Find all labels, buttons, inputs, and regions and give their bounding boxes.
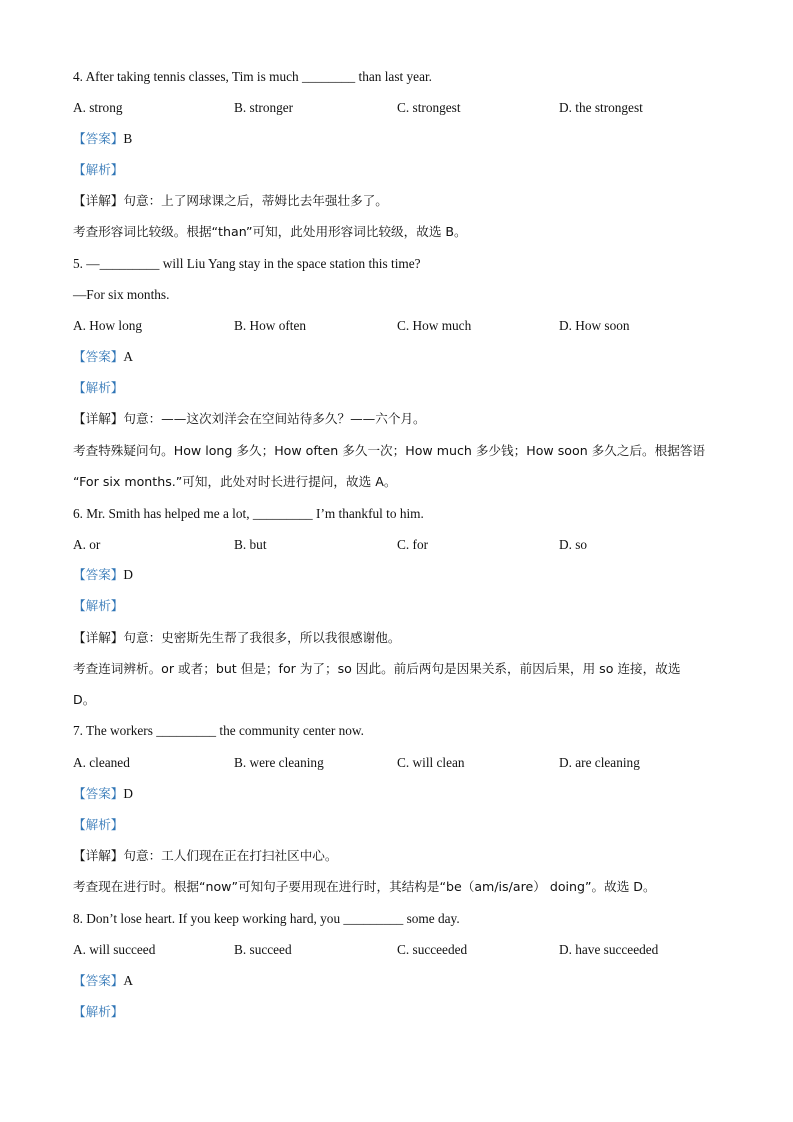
option-c: C. succeeded	[397, 942, 468, 957]
option-d: D. so	[559, 537, 588, 552]
option-c: C. will clean	[397, 755, 465, 770]
question-5-options	[73, 318, 733, 334]
analysis-tag: 【解析】	[73, 817, 124, 832]
question-4-answer	[73, 131, 733, 147]
answer-value: D	[123, 567, 133, 582]
question-4-detail	[73, 193, 733, 209]
option-b: B. but	[234, 537, 267, 552]
option-c: C. for	[397, 537, 429, 552]
question-4-explanation: 考查形容词比较级。根据“than”可知，此处用形容词比较级，故选 B。	[73, 224, 467, 239]
question-5-analysis	[73, 380, 733, 396]
detail-text: 句意：——这次刘洋会在空间站待多久？——六个月。	[123, 411, 426, 426]
question-6-explanation-2: D。	[73, 692, 96, 707]
answer-tag: 【答案】	[73, 567, 124, 582]
question-5-explanation-1: 考查特殊疑问句。How long 多久；How often 多久一次；How much 多少钱；How soon 多久之后。根据答语	[73, 443, 706, 458]
question-4-options	[73, 100, 733, 116]
question-6-options	[73, 537, 733, 553]
question-7-analysis	[73, 817, 733, 833]
detail-text: 句意：上了网球课之后，蒂姆比去年强壮多了。	[123, 193, 388, 208]
question-6-detail	[73, 630, 733, 646]
question-8-options	[73, 942, 733, 958]
question-4-stem: 4. After taking tennis classes, Tim is much ________ than last year.	[73, 69, 432, 84]
option-d: D. have succeeded	[559, 942, 659, 957]
answer-value: B	[123, 131, 133, 146]
detail-tag: 【详解】	[73, 630, 124, 645]
answer-value: A	[123, 349, 133, 364]
question-7-detail	[73, 848, 733, 864]
option-b: B. stronger	[234, 100, 294, 115]
answer-tag: 【答案】	[73, 349, 124, 364]
question-5-reply: —For six months.	[73, 287, 170, 302]
option-c: C. strongest	[397, 100, 461, 115]
answer-tag: 【答案】	[73, 131, 124, 146]
option-a: A. will succeed	[73, 942, 156, 957]
option-c: C. How much	[397, 318, 472, 333]
option-a: A. strong	[73, 100, 123, 115]
question-7-options	[73, 755, 733, 771]
question-7-explanation: 考查现在进行时。根据“now”可知句子要用现在进行时，其结构是“be（am/is/are） doing”。故选 D。	[73, 879, 656, 894]
analysis-tag: 【解析】	[73, 1004, 124, 1019]
answer-value: D	[123, 786, 133, 801]
question-8-answer	[73, 973, 733, 989]
option-a: A. How long	[73, 318, 143, 333]
detail-tag: 【详解】	[73, 411, 124, 426]
analysis-tag: 【解析】	[73, 598, 124, 613]
option-a: A. or	[73, 537, 101, 552]
analysis-tag: 【解析】	[73, 162, 124, 177]
question-6-stem: 6. Mr. Smith has helped me a lot, _________ I’m thankful to him.	[73, 506, 424, 521]
answer-tag: 【答案】	[73, 786, 124, 801]
detail-tag: 【详解】	[73, 848, 124, 863]
question-8-analysis	[73, 1004, 733, 1020]
option-d: D. How soon	[559, 318, 630, 333]
option-b: B. succeed	[234, 942, 292, 957]
question-6-explanation-1: 考查连词辨析。or 或者；but 但是；for 为了；so 因此。前后两句是因果关系，前因后果，用 so 连接，故选	[73, 661, 681, 676]
option-d: D. are cleaning	[559, 755, 640, 770]
question-7-answer	[73, 786, 733, 802]
detail-tag: 【详解】	[73, 193, 124, 208]
detail-text: 句意：工人们现在正在打扫社区中心。	[123, 848, 338, 863]
question-5-answer	[73, 349, 733, 365]
option-b: B. were cleaning	[234, 755, 324, 770]
question-5-detail	[73, 411, 733, 427]
analysis-tag: 【解析】	[73, 380, 124, 395]
option-d: D. the strongest	[559, 100, 643, 115]
question-6-analysis	[73, 598, 733, 614]
question-6-answer	[73, 567, 733, 583]
answer-value: A	[123, 973, 133, 988]
answer-tag: 【答案】	[73, 973, 124, 988]
question-5-explanation-2: “For six months.”可知，此处对时长进行提问，故选 A。	[73, 474, 397, 489]
question-5-stem: 5. —_________ will Liu Yang stay in the space station this time?	[73, 256, 421, 271]
question-7-stem: 7. The workers _________ the community center now.	[73, 723, 364, 738]
question-8-stem: 8. Don’t lose heart. If you keep working hard, you _________ some day.	[73, 911, 460, 926]
detail-text: 句意：史密斯先生帮了我很多，所以我很感谢他。	[123, 630, 401, 645]
question-4-analysis	[73, 162, 733, 178]
option-b: B. How often	[234, 318, 307, 333]
option-a: A. cleaned	[73, 755, 130, 770]
